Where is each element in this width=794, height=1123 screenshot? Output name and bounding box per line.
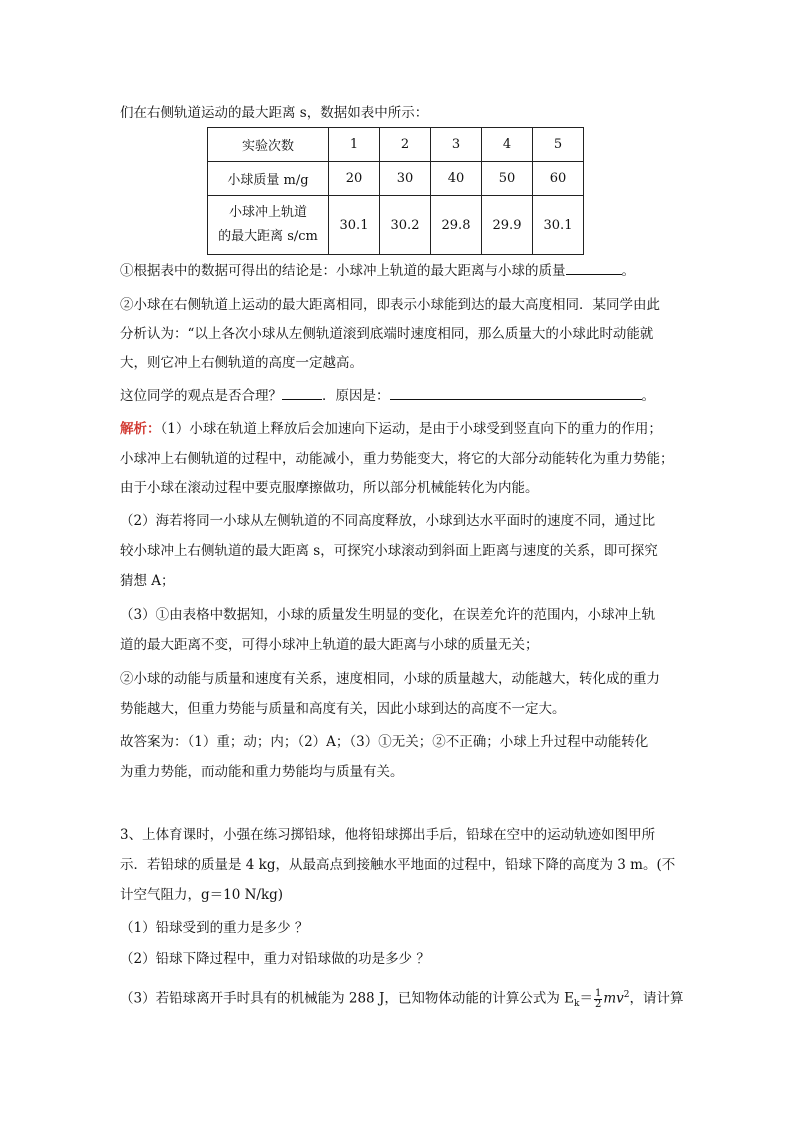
problem-3-question-1: （1）铅球受到的重力是多少 ？	[120, 920, 309, 936]
analysis-line1	[120, 420, 662, 438]
analysis-3-line2: 道的最大距离不变，可得小球冲上轨道的最大距离与小球的质量无关；	[120, 637, 539, 653]
table-cell: 3	[431, 128, 482, 162]
dist-label-line2: 的最大距离 s/cm	[218, 229, 318, 244]
question-2-line3: 大，则它冲上右侧轨道的高度一定越高。	[120, 355, 363, 371]
analysis-2-line3: 猜想 A；	[120, 573, 175, 589]
table-cell: 40	[431, 162, 482, 196]
answer-line1: 故答案为：（1）重；动；内；（2）A；（3）①无关；②不正确；小球上升过程中动能转化	[120, 734, 649, 750]
analysis-text: （1）小球在轨道上释放后会加速向下运动，是由于小球受到竖直向下的重力的作用；	[160, 421, 662, 437]
question-3	[120, 387, 655, 405]
table-cell: 20	[329, 162, 380, 196]
question-1	[120, 262, 635, 280]
table-row	[208, 196, 584, 255]
table-row	[208, 128, 584, 162]
table-cell: 29.9	[482, 196, 533, 255]
analysis-2-line2: 较小球冲上右侧轨道的最大距离 s，可探究小球滚动到斜面上距离与速度的关系，即可探究	[120, 543, 658, 559]
analysis-4-line1: ②小球的动能与质量和速度有关系，速度相同，小球的质量越大，动能越大，转化成的重力	[120, 671, 660, 687]
equals-sign: ＝	[579, 990, 593, 1007]
table-cell: 5	[533, 128, 584, 162]
table-row	[208, 162, 584, 196]
question-3-end: 。	[641, 388, 655, 404]
table-cell: 50	[482, 162, 533, 196]
problem-3-line3: 计空气阻力，g＝10 N/kg)	[120, 887, 284, 903]
fraction-numerator: 1	[594, 987, 602, 999]
table-cell: 1	[329, 128, 380, 162]
analysis-line2: 小球冲上右侧轨道的过程中，动能减小，重力势能变大，将它的大部分动能转化为重力势能；	[120, 451, 674, 467]
table-cell: 30.1	[329, 196, 380, 255]
answer-blank	[282, 387, 322, 400]
question-1-text: ①根据表中的数据可得出的结论是：小球冲上轨道的最大距离与小球的质量	[120, 263, 566, 279]
question-2-line2: 分析认为：“以上各次小球从左侧轨道滚到底端时速度相同，那么质量大的小球此时动能就	[120, 326, 654, 342]
answer-line2: 为重力势能，而动能和重力势能均与质量有关。	[120, 764, 404, 780]
data-table	[207, 127, 584, 255]
question-3-text-b: ．原因是：	[322, 388, 390, 404]
analysis-3-line1: （3）①由表格中数据知，小球的质量发生明显的变化，在误差允许的范围内，小球冲上轨	[120, 607, 656, 623]
table-cell: 4	[482, 128, 533, 162]
question-3-text: （3）若铅球离开手时具有的机械能为 288 J，已知物体动能的计算公式为 E	[120, 990, 574, 1007]
question-1-end: 。	[621, 263, 635, 279]
fraction-one-half	[594, 989, 602, 1010]
table-cell: 2	[380, 128, 431, 162]
answer-blank	[390, 387, 642, 400]
table-cell: 60	[533, 162, 584, 196]
intro-text: 们在右侧轨道运动的最大距离 s，数据如表中所示：	[120, 105, 429, 121]
dist-label-line1: 小球冲上轨道	[228, 205, 307, 220]
analysis-label: 解析：	[120, 421, 161, 437]
problem-3-question-3	[120, 986, 684, 1013]
table-cell: 30.1	[533, 196, 584, 255]
problem-3-line1: 3、上体育课时，小强在练习掷铅球，他将铅球掷出手后，铅球在空中的运动轨迹如图甲所	[120, 827, 656, 843]
table-header-distance	[208, 196, 329, 255]
table-cell: 29.8	[431, 196, 482, 255]
formula-mv: mv	[603, 990, 624, 1007]
problem-3-question-2: （2）铅球下降过程中，重力对铅球做的功是多少 ？	[120, 951, 430, 967]
table-header-mass: 小球质量 m/g	[208, 162, 329, 196]
question-2-line1: ②小球在右侧轨道上运动的最大距离相同，即表示小球能到达的最大高度相同．某同学由此	[120, 297, 660, 313]
question-3-text-end: ，请计算	[629, 990, 684, 1007]
analysis-line3: 由于小球在滚动过程中要克服摩擦做功，所以部分机械能转化为内能。	[120, 480, 539, 496]
analysis-4-line2: 势能越大，但重力势能与质量和高度有关，因此小球到达的高度不一定大。	[120, 701, 566, 717]
problem-3-line2: 示．若铅球的质量是 4 kg，从最高点到接触水平地面的过程中，铅球下降的高度为 3 m。(不	[120, 857, 676, 873]
fraction-denominator: 2	[594, 998, 602, 1010]
table-cell: 30.2	[380, 196, 431, 255]
analysis-2-line1: （2）海若将同一小球从左侧轨道的不同高度释放，小球到达水平面时的速度不同，通过比	[120, 513, 656, 529]
table-cell: 30	[380, 162, 431, 196]
superscript-2: 2	[623, 990, 630, 1000]
question-3-text-a: 这位同学的观点是否合理？	[120, 388, 282, 404]
answer-blank	[566, 262, 622, 275]
table-header-trials: 实验次数	[208, 128, 329, 162]
subscript-k: k	[574, 999, 580, 1010]
